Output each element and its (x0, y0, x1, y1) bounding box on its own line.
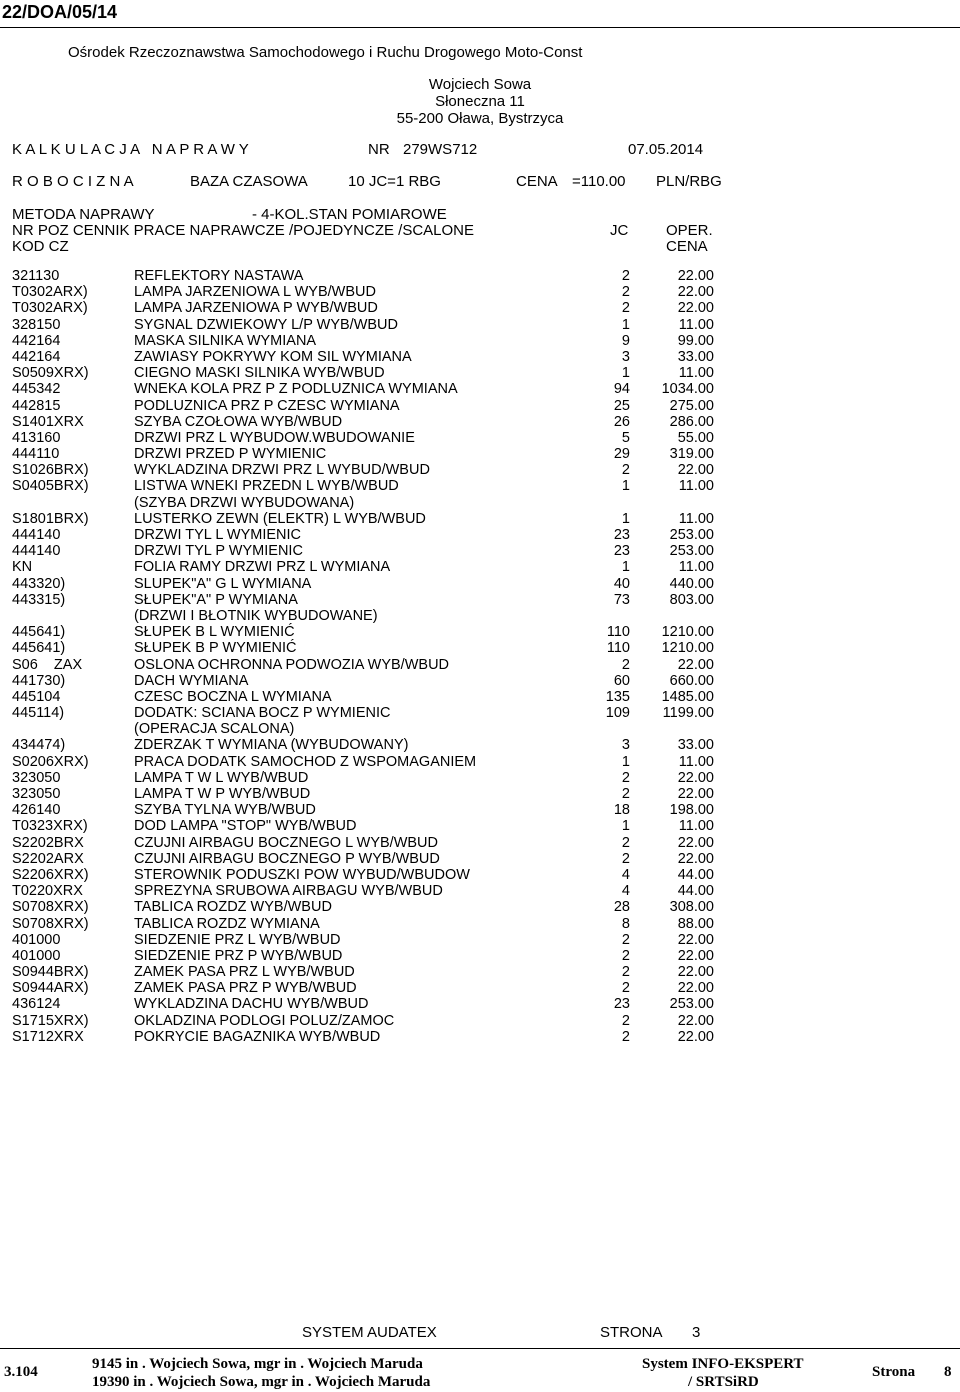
row-code: 426140 (12, 802, 61, 819)
row-price: 22.00 (677, 947, 714, 964)
footer-strona-number: 8 (944, 1364, 952, 1380)
row-code: 323050 (12, 786, 61, 802)
cena-unit: PLN/RBG (656, 173, 722, 190)
footer-system-line1: System INFO-EKSPERT (642, 1356, 804, 1372)
table-row (0, 721, 960, 737)
row-price: 33.00 (677, 737, 714, 754)
row-code: T0220XRX (12, 883, 83, 900)
row-code: S2206XRX) (12, 866, 89, 883)
row-description: WYKLADZINA DACHU WYB/WBUD (134, 996, 369, 1013)
row-description: FOLIA RAMY DRZWI PRZ L WYMIANA (134, 559, 391, 576)
table-row (0, 317, 960, 333)
row-price: 11.00 (678, 316, 714, 333)
row-code: S1712XRX (12, 1028, 84, 1045)
row-jc: 40 (613, 575, 630, 592)
row-code: 442164 (12, 348, 61, 365)
row-code: 434474) (12, 737, 66, 754)
table-row (0, 414, 960, 430)
table-row (0, 300, 960, 316)
column-header-jc: JC (610, 222, 629, 239)
owner-city: 55-200 Oława, Bystrzyca (396, 110, 564, 127)
row-description: REFLEKTORY NASTAWA (134, 268, 304, 284)
table-row (0, 478, 960, 494)
row-code: 442815 (12, 397, 61, 414)
row-code: T0323XRX) (12, 818, 88, 835)
row-jc: 2 (621, 462, 630, 479)
row-jc: 109 (605, 705, 630, 722)
kalkulacja-date: 07.05.2014 (628, 141, 704, 158)
row-jc: 23 (613, 996, 630, 1013)
row-code: 444140 (12, 527, 61, 543)
row-jc: 4 (621, 883, 630, 900)
row-code: 443315) (12, 591, 66, 608)
row-code: S1801BRX) (12, 510, 89, 527)
row-code: S2202BRX (12, 834, 84, 851)
row-description: (DRZWI I BŁOTNIK WYBUDOWANE) (134, 607, 378, 624)
row-description: WYKLADZINA DRZWI PRZ L WYBUD/WBUD (134, 462, 430, 479)
footer-strona-label: Strona (872, 1364, 916, 1380)
row-jc: 2 (621, 300, 630, 317)
row-jc: 2 (621, 268, 630, 284)
metoda-label: METODA NAPRAWY (12, 206, 155, 223)
row-jc: 94 (613, 381, 630, 398)
table-row (0, 980, 960, 996)
table-row (0, 495, 960, 511)
row-code: S0509XRX) (12, 365, 89, 382)
row-jc: 2 (621, 964, 630, 981)
row-description: TABLICA ROZDZ WYB/WBUD (134, 899, 332, 916)
row-price: 286.00 (669, 413, 714, 430)
table-row (0, 576, 960, 592)
jc-rate: 10 JC=1 RBG (348, 173, 441, 190)
row-description: LAMPA T W P WYB/WBUD (134, 786, 311, 802)
row-price: 11.00 (678, 365, 714, 382)
row-jc: 29 (613, 446, 630, 463)
table-row (0, 689, 960, 705)
row-price: 308.00 (669, 899, 714, 916)
row-description: SŁUPEK B L WYMIENIĆ (134, 624, 295, 641)
table-row (0, 333, 960, 349)
table-row (0, 398, 960, 414)
column-header-cena: CENA (666, 238, 708, 255)
row-description: DRZWI PRZED P WYMIENIC (134, 446, 327, 463)
table-row (0, 1029, 960, 1045)
row-description: CZUJNI AIRBAGU BOCZNEGO L WYB/WBUD (134, 834, 438, 851)
row-description: PRACA DODATK SAMOCHOD Z WSPOMAGANIEM (134, 753, 477, 770)
row-code: 445114) (12, 705, 65, 722)
table-row (0, 381, 960, 397)
row-description: DACH WYMIANA (134, 672, 249, 689)
row-price: 11.00 (678, 510, 714, 527)
table-row (0, 268, 960, 284)
row-code: 441730) (12, 672, 66, 689)
row-code: S2202ARX (12, 850, 84, 867)
row-code: S1026BRX) (12, 462, 89, 479)
row-description: ZDERZAK T WYMIANA (WYBUDOWANY) (134, 737, 409, 754)
row-price: 22.00 (677, 980, 714, 997)
row-price: 1199.00 (662, 705, 714, 722)
table-row (0, 673, 960, 689)
row-price: 22.00 (677, 769, 714, 786)
row-price: 1210.00 (661, 624, 714, 641)
row-jc: 28 (613, 899, 630, 916)
table-row (0, 462, 960, 478)
row-price: 253.00 (669, 527, 714, 543)
table-row (0, 802, 960, 818)
robocizna-label: R O B O C I Z N A (12, 173, 134, 190)
row-jc: 2 (621, 834, 630, 851)
row-price: 660.00 (669, 672, 714, 689)
row-jc: 2 (621, 1012, 630, 1029)
row-jc: 1 (621, 818, 630, 835)
row-price: 253.00 (669, 996, 714, 1013)
table-row (0, 786, 960, 802)
row-code: 323050 (12, 769, 61, 786)
row-price: 803.00 (669, 591, 714, 608)
row-code: S0708XRX) (12, 899, 89, 916)
row-description: ZAMEK PASA PRZ L WYB/WBUD (134, 964, 355, 981)
row-jc: 1 (621, 559, 630, 576)
row-jc: 2 (621, 947, 630, 964)
table-row (0, 511, 960, 527)
row-code: 444140 (12, 543, 61, 560)
table-row (0, 284, 960, 300)
row-description: SIEDZENIE PRZ L WYB/WBUD (134, 931, 341, 948)
row-price: 11.00 (678, 559, 714, 576)
footer-license-line1: 9145 in . Wojciech Sowa, mgr in . Wojciech Maruda (92, 1356, 423, 1372)
row-jc: 3 (621, 348, 630, 365)
row-price: 22.00 (677, 462, 714, 479)
row-code: 443320) (12, 575, 66, 592)
table-row (0, 559, 960, 575)
row-description: DRZWI PRZ L WYBUDOW.WBUDOWANIE (134, 429, 415, 446)
row-jc: 2 (621, 850, 630, 867)
column-header-oper: OPER. (666, 222, 713, 239)
row-price: 22.00 (677, 850, 714, 867)
row-jc: 1 (621, 365, 630, 382)
row-description: ZAWIASY POKRYWY KOM SIL WYMIANA (134, 348, 412, 365)
row-jc: 18 (613, 802, 630, 819)
row-description: SIEDZENIE PRZ P WYB/WBUD (134, 947, 343, 964)
row-jc: 1 (621, 753, 630, 770)
row-price: 99.00 (677, 332, 714, 349)
document-id: 22/DOA/05/14 (2, 2, 118, 22)
table-row (0, 996, 960, 1012)
row-description: CZUJNI AIRBAGU BOCZNEGO P WYB/WBUD (134, 850, 440, 867)
footer-license-line2: 19390 in . Wojciech Sowa, mgr in . Wojciech Maruda (92, 1374, 431, 1390)
row-price: 1034.00 (661, 381, 714, 398)
row-jc: 2 (621, 786, 630, 802)
row-price: 11.00 (678, 818, 714, 835)
footer-system-line2: / SRTSiRD (688, 1374, 759, 1390)
row-price: 11.00 (678, 478, 714, 495)
row-price: 55.00 (677, 429, 714, 446)
row-description: SŁUPEK B P WYMIENIĆ (134, 640, 297, 657)
row-description: SZYBA CZOŁOWA WYB/WBUD (134, 413, 343, 430)
row-description: LAMPA JARZENIOWA L WYB/WBUD (134, 284, 376, 301)
baza-czasowa: BAZA CZASOWA (190, 173, 308, 190)
row-price: 440.00 (669, 575, 714, 592)
row-code: 445641) (12, 624, 66, 641)
row-description: DODATK: SCIANA BOCZ P WYMIENIC (134, 705, 391, 722)
table-row (0, 948, 960, 964)
table-row (0, 705, 960, 721)
row-description: DRZWI TYL P WYMIENIC (134, 543, 303, 560)
footer-divider (0, 1348, 960, 1349)
row-price: 22.00 (677, 786, 714, 802)
row-description: LAMPA JARZENIOWA P WYB/WBUD (134, 300, 378, 317)
owner-name: Wojciech Sowa (428, 76, 532, 93)
row-price: 22.00 (677, 1012, 714, 1029)
row-jc: 2 (621, 1028, 630, 1045)
table-row (0, 883, 960, 899)
row-description: OKLADZINA PODLOGI POLUZ/ZAMOC (134, 1012, 395, 1029)
table-row (0, 640, 960, 656)
row-description: LISTWA WNEKI PRZEDN L WYB/WBUD (134, 478, 399, 495)
row-price: 11.00 (678, 753, 714, 770)
row-price: 1210.00 (661, 640, 714, 657)
row-price: 253.00 (669, 543, 714, 560)
row-price: 22.00 (677, 834, 714, 851)
row-jc: 8 (621, 915, 630, 932)
row-price: 319.00 (669, 446, 714, 463)
row-code: 445104 (12, 688, 61, 705)
row-code: 413160 (12, 429, 61, 446)
table-row (0, 349, 960, 365)
table-row (0, 754, 960, 770)
row-jc: 1 (621, 316, 630, 333)
row-description: SZYBA TYLNA WYB/WBUD (134, 802, 316, 819)
row-code: 321130 (12, 268, 60, 284)
cena-value: =110.00 (572, 173, 626, 190)
row-description: CZESC BOCZNA L WYMIANA (134, 688, 332, 705)
row-price: 22.00 (677, 931, 714, 948)
row-description: SŁUPEK"A" P WYMIANA (134, 591, 298, 608)
row-jc: 2 (621, 284, 630, 301)
row-jc: 5 (621, 429, 630, 446)
row-code: T0302ARX) (12, 300, 88, 317)
table-row (0, 624, 960, 640)
row-price: 275.00 (669, 397, 714, 414)
row-description: OSLONA OCHRONNA PODWOZIA WYB/WBUD (134, 656, 450, 673)
column-header-kod: KOD CZ (12, 238, 69, 255)
row-description: ZAMEK PASA PRZ P WYB/WBUD (134, 980, 357, 997)
row-description: STEROWNIK PODUSZKI POW WYBUD/WBUDOW (134, 866, 470, 883)
row-code: S06 ZAX (12, 656, 83, 673)
row-description: PODLUZNICA PRZ P CZESC WYMIANA (134, 397, 400, 414)
row-price: 44.00 (677, 883, 714, 900)
row-price: 88.00 (677, 915, 714, 932)
row-description: (SZYBA DRZWI WYBUDOWANA) (134, 494, 355, 511)
row-jc: 1 (621, 510, 630, 527)
table-row (0, 737, 960, 753)
table-row (0, 592, 960, 608)
row-code: 401000 (12, 947, 61, 964)
table-row (0, 835, 960, 851)
row-description: SYGNAL DZWIEKOWY L/P WYB/WBUD (134, 316, 398, 333)
row-code: KN (12, 559, 33, 576)
row-price: 22.00 (677, 284, 714, 301)
row-price: 1485.00 (661, 688, 714, 705)
row-price: 22.00 (677, 656, 714, 673)
row-jc: 2 (621, 769, 630, 786)
table-row (0, 916, 960, 932)
row-code: S0944ARX) (12, 980, 89, 997)
row-price: 22.00 (677, 300, 714, 317)
kalkulacja-nr-label: NR (368, 141, 390, 158)
column-header-main: NR POZ CENNIK PRACE NAPRAWCZE /POJEDYNCZE /SCALONE (12, 222, 475, 239)
row-description: (OPERACJA SCALONA) (134, 721, 295, 738)
table-row (0, 527, 960, 543)
row-description: LAMPA T W L WYB/WBUD (134, 769, 309, 786)
table-row (0, 657, 960, 673)
system-strona-label: STRONA (600, 1324, 663, 1341)
cena-label: CENA (516, 173, 558, 190)
row-code: S1715XRX) (12, 1012, 89, 1029)
row-jc: 110 (606, 624, 630, 641)
row-code: S0405BRX) (12, 478, 89, 495)
row-code: 401000 (12, 931, 61, 948)
row-jc: 23 (613, 543, 630, 560)
table-row (0, 608, 960, 624)
row-jc: 9 (621, 332, 630, 349)
table-row (0, 543, 960, 559)
row-code: 445641) (12, 640, 66, 657)
table-row (0, 932, 960, 948)
table-row (0, 430, 960, 446)
row-jc: 4 (621, 866, 630, 883)
row-jc: 2 (621, 656, 630, 673)
row-code: 328150 (12, 316, 61, 333)
document-id-bar (0, 0, 960, 28)
table-row (0, 365, 960, 381)
row-price: 198.00 (669, 802, 714, 819)
row-price: 22.00 (677, 964, 714, 981)
metoda-value: - 4-KOL.STAN POMIAROWE (252, 206, 447, 223)
row-description: WNEKA KOLA PRZ P Z PODLUZNICA WYMIANA (134, 381, 458, 398)
row-description: SPREZYNA SRUBOWA AIRBAGU WYB/WBUD (134, 883, 443, 900)
row-code: T0302ARX) (12, 284, 88, 301)
operations-table (0, 268, 960, 1045)
row-description: TABLICA ROZDZ WYMIANA (134, 915, 320, 932)
row-price: 22.00 (677, 1028, 714, 1045)
row-jc: 25 (613, 397, 630, 414)
table-row (0, 1013, 960, 1029)
row-description: LUSTERKO ZEWN (ELEKTR) L WYB/WBUD (134, 510, 426, 527)
company-name: Ośrodek Rzeczoznawstwa Samochodowego i Ruchu Drogowego Moto-Const (68, 44, 583, 61)
kalkulacja-title: K A L K U L A C J A N A P R A W Y (12, 141, 249, 158)
system-label: SYSTEM AUDATEX (302, 1324, 437, 1341)
row-code: 442164 (12, 332, 61, 349)
row-code: 436124 (12, 996, 61, 1013)
row-description: CIEGNO MASKI SILNIKA WYB/WBUD (134, 365, 385, 382)
table-row (0, 964, 960, 980)
table-row (0, 899, 960, 915)
row-price: 44.00 (677, 866, 714, 883)
row-code: 445342 (12, 381, 61, 398)
row-description: SLUPEK"A" G L WYMIANA (134, 575, 312, 592)
kalkulacja-number: 279WS712 (403, 141, 478, 158)
row-jc: 60 (613, 672, 630, 689)
row-jc: 26 (613, 413, 630, 430)
table-row (0, 851, 960, 867)
row-code: S1401XRX (12, 413, 84, 430)
row-jc: 73 (613, 591, 630, 608)
row-jc: 135 (605, 688, 630, 705)
row-code: S0944BRX) (12, 964, 89, 981)
system-strona-number: 3 (692, 1324, 701, 1341)
row-code: S0708XRX) (12, 915, 89, 932)
table-row (0, 818, 960, 834)
row-price: 33.00 (677, 348, 714, 365)
row-price: 22.00 (677, 268, 714, 284)
row-jc: 1 (621, 478, 630, 495)
row-jc: 2 (621, 931, 630, 948)
row-jc: 110 (606, 640, 630, 657)
row-description: MASKA SILNIKA WYMIANA (134, 332, 317, 349)
table-row (0, 867, 960, 883)
row-jc: 2 (621, 980, 630, 997)
row-code: S0206XRX) (12, 753, 89, 770)
table-row (0, 770, 960, 786)
row-description: DOD LAMPA "STOP" WYB/WBUD (134, 818, 357, 835)
row-jc: 23 (613, 527, 630, 543)
row-description: DRZWI TYL L WYMIENIC (134, 527, 302, 543)
footer-version: 3.104 (4, 1364, 38, 1380)
table-row (0, 446, 960, 462)
row-description: POKRYCIE BAGAZNIKA WYB/WBUD (134, 1028, 381, 1045)
row-jc: 3 (621, 737, 630, 754)
row-code: 444110 (12, 446, 60, 463)
owner-street: Słoneczna 11 (435, 93, 525, 110)
